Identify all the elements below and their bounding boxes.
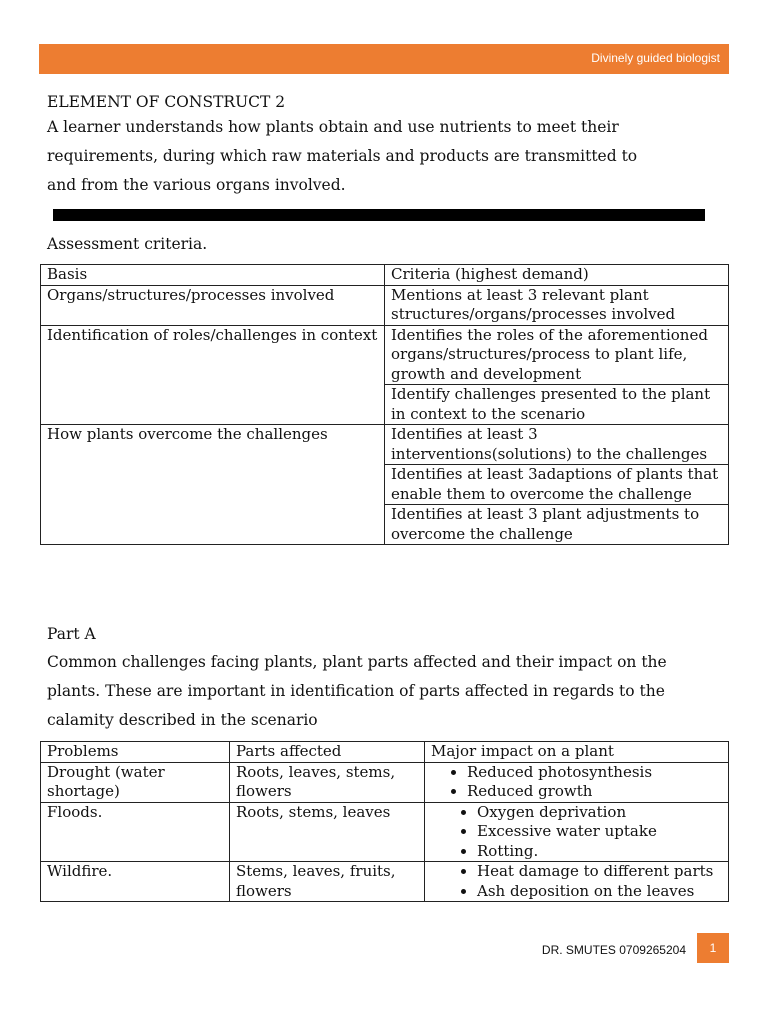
- table-row: [41, 802, 729, 862]
- impact-item: • Ash deposition on the leaves: [477, 882, 722, 902]
- part-a-intro: [47, 648, 737, 735]
- table-row: [41, 425, 729, 465]
- criteria-cell: Identifies at least 3 plant adjustments to overcome the challenge: [385, 505, 729, 545]
- element-title: ELEMENT OF CONSTRUCT 2: [47, 93, 286, 111]
- parts-cell: Stems, leaves, fruits, flowers: [230, 862, 425, 902]
- impact-cell: [425, 802, 729, 862]
- criteria-cell: Identifies at least 3adaptions of plants that enable them to overcome the challenge: [385, 465, 729, 505]
- problem-cell: Floods.: [41, 802, 230, 862]
- part-a-table: [40, 741, 729, 902]
- table-row: [41, 762, 729, 802]
- assessment-table: [40, 264, 729, 545]
- header-text: Divinely guided biologist: [591, 51, 720, 65]
- criteria-cell: Identifies at least 3 interventions(solutions) to the challenges: [385, 425, 729, 465]
- part-a-label: Part A: [47, 625, 96, 643]
- page-number: 1: [697, 933, 729, 963]
- part-a-intro-line: calamity described in the scenario: [47, 711, 318, 729]
- impact-cell: [425, 862, 729, 902]
- part-a-intro-line: Common challenges facing plants, plant parts affected and their impact on the: [47, 653, 667, 671]
- footer-author: DR. SMUTES 0709265204: [541, 943, 686, 957]
- problem-cell: Drought (water shortage): [41, 762, 230, 802]
- header-bar: [39, 44, 729, 74]
- header-cell: Major impact on a plant: [425, 742, 729, 763]
- table-header-row: [41, 742, 729, 763]
- intro-line: and from the various organs involved.: [47, 176, 346, 194]
- basis-cell: Organs/structures/processes involved: [41, 285, 385, 325]
- parts-cell: Roots, stems, leaves: [230, 802, 425, 862]
- basis-cell: Identification of roles/challenges in context: [41, 325, 385, 425]
- header-cell: Parts affected: [230, 742, 425, 763]
- header-cell: Problems: [41, 742, 230, 763]
- problem-cell: Wildfire.: [41, 862, 230, 902]
- basis-cell: How plants overcome the challenges: [41, 425, 385, 545]
- impact-item: • Reduced photosynthesis: [467, 763, 722, 783]
- criteria-cell: Identifies the roles of the aforementioned organs/structures/process to plant life, growth and development: [385, 325, 729, 385]
- intro-paragraph: [47, 113, 737, 200]
- impact-list: [431, 763, 722, 802]
- table-row: [41, 285, 729, 325]
- parts-cell: Roots, leaves, stems, flowers: [230, 762, 425, 802]
- impact-item: • Reduced growth: [467, 782, 722, 802]
- header-cell: Basis: [41, 265, 385, 286]
- impact-list: [431, 803, 722, 862]
- impact-cell: [425, 762, 729, 802]
- part-a-intro-line: plants. These are important in identification of parts affected in regards to the: [47, 682, 665, 700]
- intro-line: A learner understands how plants obtain and use nutrients to meet their: [47, 118, 619, 136]
- table-header-row: [41, 265, 729, 286]
- intro-line: requirements, during which raw materials and products are transmitted to: [47, 147, 638, 165]
- assessment-label: Assessment criteria.: [47, 235, 208, 253]
- header-cell: Criteria (highest demand): [385, 265, 729, 286]
- criteria-cell: Identify challenges presented to the plant in context to the scenario: [385, 385, 729, 425]
- impact-item: • Excessive water uptake: [477, 822, 722, 842]
- impact-list: [431, 862, 722, 901]
- divider-bar: [53, 209, 705, 221]
- table-row: [41, 862, 729, 902]
- table-row: [41, 325, 729, 385]
- impact-item: • Heat damage to different parts: [477, 862, 722, 882]
- impact-item: • Rotting.: [477, 842, 722, 862]
- impact-item: • Oxygen deprivation: [477, 803, 722, 823]
- criteria-cell: Mentions at least 3 relevant plant structures/organs/processes involved: [385, 285, 729, 325]
